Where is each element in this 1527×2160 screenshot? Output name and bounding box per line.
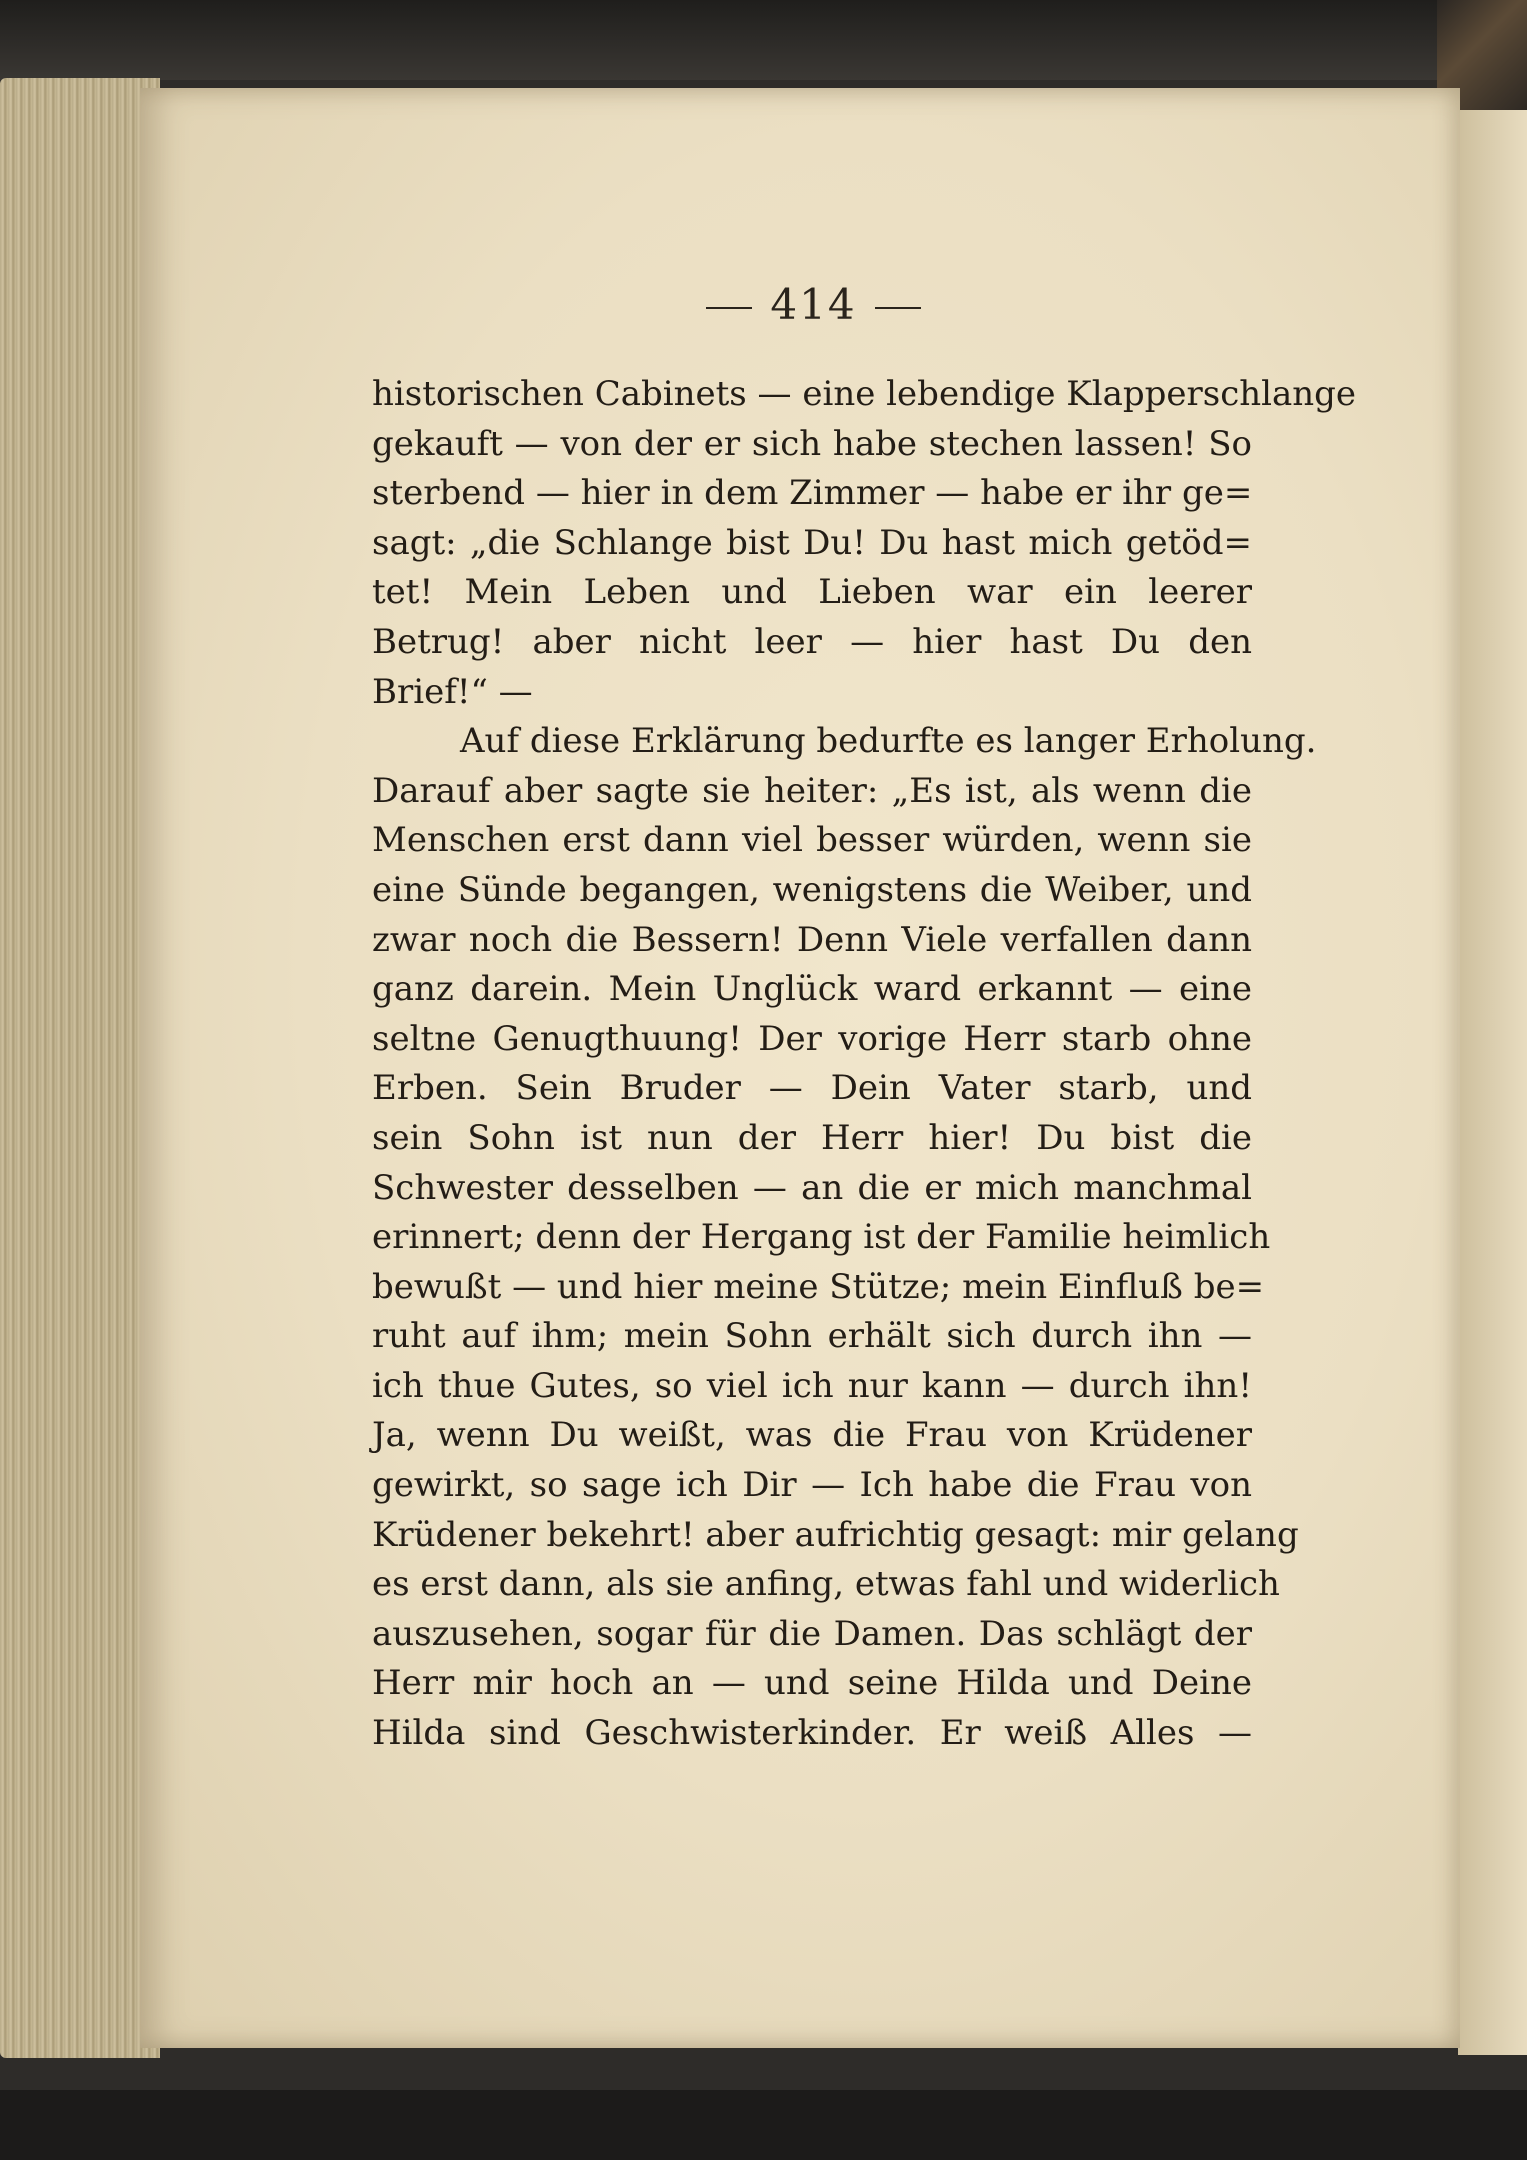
text-line: gewirkt, so sage ich Dir — Ich habe die Frau von xyxy=(372,1465,1252,1506)
text-line: Hilda sind Geschwisterkinder. Er weiß Alles — xyxy=(372,1713,1252,1754)
text-line: sagt: „die Schlange bist Du! Du hast mich getöd= xyxy=(372,522,1252,563)
text-line: gekauft — von der er sich habe stechen lassen! So xyxy=(372,423,1252,464)
book-page-edges xyxy=(0,78,160,2058)
text-line: historischen Cabinets — eine lebendige Klapperschlange xyxy=(372,374,1357,414)
text-line: ganz darein. Mein Unglück ward erkannt — eine xyxy=(372,969,1252,1010)
text-line: ruht auf ihm; mein Sohn erhält sich durch ihn — xyxy=(372,1316,1252,1357)
text-line: Krüdener bekehrt! aber aufrichtig gesagt: mir gelang xyxy=(372,1514,1299,1555)
page-number-header xyxy=(0,280,1527,329)
text-line: auszusehen, sogar für die Damen. Das schlägt der xyxy=(372,1613,1252,1654)
backdrop-bottom xyxy=(0,2090,1527,2160)
backdrop-top xyxy=(0,0,1527,80)
body-text xyxy=(372,370,1357,1759)
page-number: 414 xyxy=(770,280,857,329)
text-line: Darauf aber sagte sie heiter: „Es ist, als wenn die xyxy=(372,770,1252,811)
text-line: Betrug! aber nicht leer — hier hast Du den xyxy=(372,621,1252,662)
text-line: zwar noch die Bessern! Denn Viele verfallen dann xyxy=(372,919,1252,960)
text-line: sein Sohn ist nun der Herr hier! Du bist die xyxy=(372,1117,1252,1158)
text-line: ich thue Gutes, so viel ich nur kann — durch ihn! xyxy=(372,1365,1252,1406)
text-line: Auf diese Erklärung bedurfte es langer Erholung. xyxy=(460,721,1317,762)
header-dash-right xyxy=(875,307,921,309)
text-line: eine Sünde begangen, wenigstens die Weiber, und xyxy=(372,869,1252,910)
text-line: Herr mir hoch an — und seine Hilda und Deine xyxy=(372,1663,1252,1704)
text-line: es erst dann, als sie anfing, etwas fahl und widerlich xyxy=(372,1564,1280,1605)
text-line: Schwester desselben — an die er mich manchmal xyxy=(372,1167,1252,1208)
text-line: Ja, wenn Du weißt, was die Frau von Krüdener xyxy=(372,1415,1252,1456)
facing-page-edge xyxy=(1458,110,1527,2055)
text-line: Brief!“ — xyxy=(372,671,533,712)
text-line: seltne Genugthuung! Der vorige Herr starb ohne xyxy=(372,1018,1252,1059)
text-line: erinnert; denn der Hergang ist der Familie heimlich xyxy=(372,1217,1271,1258)
text-line: sterbend — hier in dem Zimmer — habe er ihr ge= xyxy=(372,473,1253,514)
text-line: Erben. Sein Bruder — Dein Vater starb, und xyxy=(372,1068,1252,1109)
text-line: Menschen erst dann viel besser würden, wenn sie xyxy=(372,820,1252,861)
text-line: tet! Mein Leben und Lieben war ein leerer xyxy=(372,572,1252,613)
text-line: bewußt — und hier meine Stütze; mein Einfluß be= xyxy=(372,1266,1265,1307)
header-dash-left xyxy=(706,307,752,309)
